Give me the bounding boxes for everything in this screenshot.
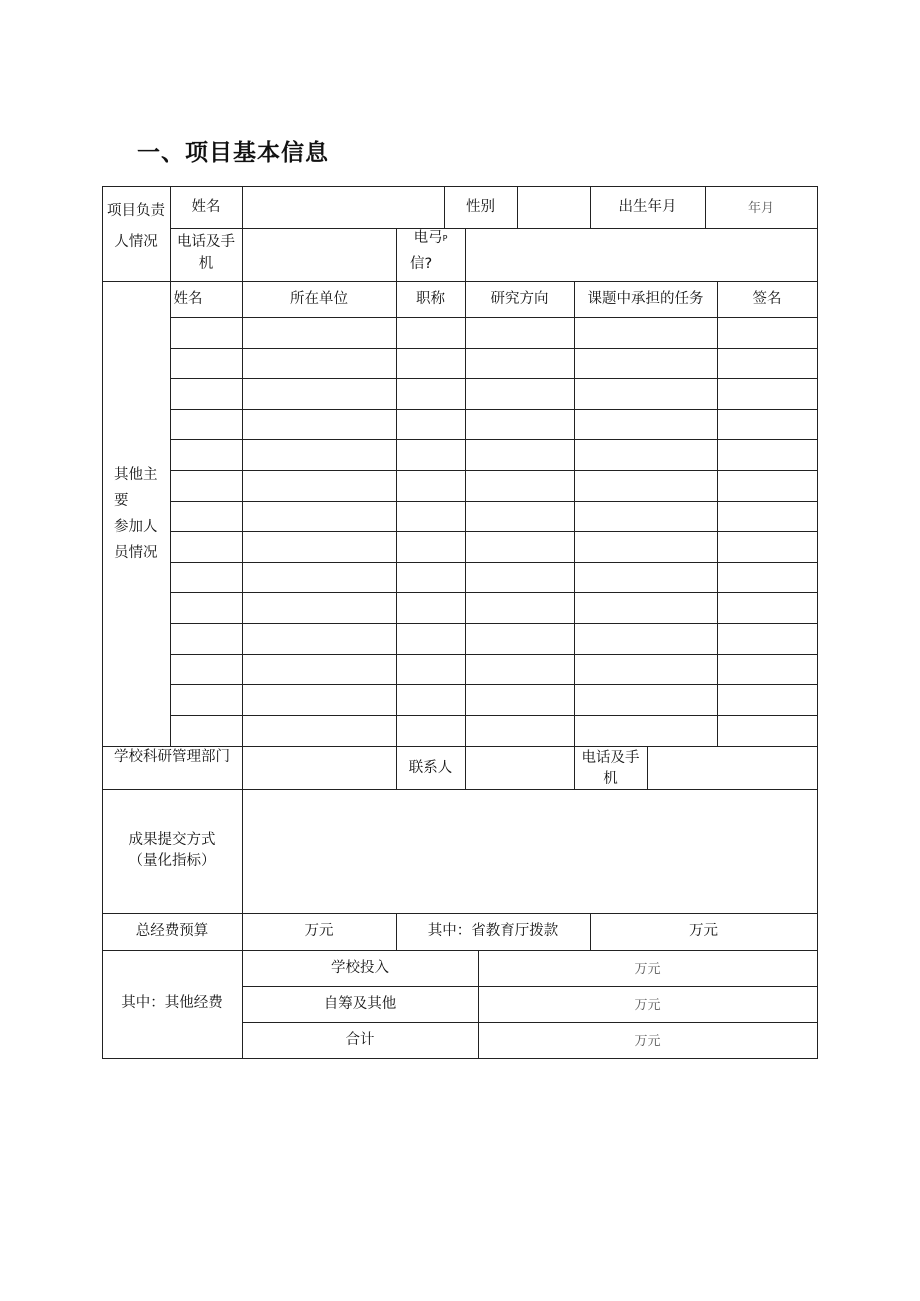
member-signature-cell[interactable] bbox=[718, 532, 817, 562]
other-funds-school-label: 学校投入 bbox=[331, 960, 389, 976]
other-funds-label: 其中：其他经费 bbox=[121, 995, 223, 1011]
members-header-research: 研究方向 bbox=[490, 291, 549, 307]
member-name-cell[interactable] bbox=[171, 655, 242, 684]
leader-name-label: 姓名 bbox=[191, 199, 221, 215]
member-research-cell[interactable] bbox=[466, 532, 574, 562]
member-task-cell[interactable] bbox=[575, 318, 717, 348]
member-task-cell[interactable] bbox=[575, 685, 717, 715]
member-research-cell[interactable] bbox=[466, 502, 574, 531]
member-signature-cell[interactable] bbox=[718, 440, 817, 470]
other-funds-school-field[interactable]: 万元 bbox=[634, 962, 661, 977]
members-section-label-line2: 要 bbox=[114, 493, 129, 509]
member-name-cell[interactable] bbox=[171, 563, 242, 592]
member-signature-cell[interactable] bbox=[718, 349, 817, 378]
dept-phone-label-line1: 电话及手 bbox=[581, 750, 640, 766]
member-research-cell[interactable] bbox=[466, 379, 574, 409]
member-unit-cell[interactable] bbox=[243, 349, 396, 378]
dept-phone-field[interactable] bbox=[647, 752, 817, 786]
member-research-cell[interactable] bbox=[466, 593, 574, 623]
member-unit-cell[interactable] bbox=[243, 593, 396, 623]
member-signature-cell[interactable] bbox=[718, 471, 817, 501]
leader-email-label-sup: P bbox=[442, 234, 448, 243]
member-name-cell[interactable] bbox=[171, 624, 242, 654]
leader-birth-field[interactable]: 年月 bbox=[747, 201, 774, 216]
member-research-cell[interactable] bbox=[466, 655, 574, 684]
leader-gender-field[interactable] bbox=[517, 196, 590, 220]
project-info-form bbox=[102, 186, 817, 1059]
member-title-cell[interactable] bbox=[397, 379, 465, 409]
member-title-cell[interactable] bbox=[397, 532, 465, 562]
members-header-signature: 签名 bbox=[752, 291, 782, 307]
member-name-cell[interactable] bbox=[171, 532, 242, 562]
budget-provincial-field[interactable]: 万元 bbox=[689, 923, 718, 939]
members-section-label-line1: 其他主 bbox=[114, 467, 158, 483]
leader-gender-label: 性别 bbox=[466, 199, 495, 215]
member-unit-cell[interactable] bbox=[243, 563, 396, 592]
other-funds-total-label: 合计 bbox=[345, 1032, 375, 1048]
leader-birth-label: 出生年月 bbox=[618, 199, 677, 215]
member-title-cell[interactable] bbox=[397, 563, 465, 592]
member-name-cell[interactable] bbox=[171, 440, 242, 470]
member-research-cell[interactable] bbox=[466, 716, 574, 745]
leader-email-label-line2: 信? bbox=[410, 256, 433, 272]
member-name-cell[interactable] bbox=[171, 318, 242, 348]
dept-contact-label: 联系人 bbox=[408, 760, 453, 776]
member-research-cell[interactable] bbox=[466, 471, 574, 501]
member-research-cell[interactable] bbox=[466, 318, 574, 348]
grid-line-h bbox=[242, 986, 818, 987]
member-unit-cell[interactable] bbox=[243, 410, 396, 439]
member-signature-cell[interactable] bbox=[718, 563, 817, 592]
leader-phone-label-line1: 电话及手 bbox=[177, 234, 235, 250]
grid-line-h bbox=[102, 281, 818, 282]
budget-total-field[interactable]: 万元 bbox=[304, 923, 334, 939]
member-title-cell[interactable] bbox=[397, 502, 465, 531]
member-name-cell[interactable] bbox=[171, 471, 242, 501]
members-header-task: 课题中承担的任务 bbox=[587, 291, 704, 307]
member-signature-cell[interactable] bbox=[718, 410, 817, 439]
members-header-title: 职称 bbox=[416, 291, 445, 307]
member-research-cell[interactable] bbox=[466, 349, 574, 378]
member-signature-cell[interactable] bbox=[718, 685, 817, 715]
grid-line-h bbox=[102, 913, 818, 914]
other-funds-self-label: 自筹及其他 bbox=[323, 996, 397, 1012]
member-signature-cell[interactable] bbox=[718, 624, 817, 654]
member-task-cell[interactable] bbox=[575, 410, 717, 439]
dept-contact-field[interactable] bbox=[465, 752, 574, 786]
leader-email-label-line1: 电弓 bbox=[413, 230, 443, 246]
member-unit-cell[interactable] bbox=[243, 440, 396, 470]
member-title-cell[interactable] bbox=[397, 593, 465, 623]
budget-total-label: 总经费预算 bbox=[135, 923, 209, 939]
dept-phone-label bbox=[574, 749, 647, 789]
results-label bbox=[102, 831, 242, 871]
grid-line-h bbox=[102, 950, 818, 951]
member-task-cell[interactable] bbox=[575, 624, 717, 654]
member-unit-cell[interactable] bbox=[243, 318, 396, 348]
leader-section-label bbox=[102, 202, 170, 252]
member-title-cell[interactable] bbox=[397, 685, 465, 715]
member-name-cell[interactable] bbox=[171, 379, 242, 409]
member-task-cell[interactable] bbox=[575, 502, 717, 531]
members-header-unit: 所在单位 bbox=[290, 291, 348, 307]
members-header-name: 姓名 bbox=[173, 291, 203, 307]
member-signature-cell[interactable] bbox=[718, 318, 817, 348]
member-unit-cell[interactable] bbox=[243, 471, 396, 501]
member-task-cell[interactable] bbox=[575, 471, 717, 501]
member-name-cell[interactable] bbox=[171, 593, 242, 623]
member-unit-cell[interactable] bbox=[243, 379, 396, 409]
member-name-cell[interactable] bbox=[171, 349, 242, 378]
member-title-cell[interactable] bbox=[397, 655, 465, 684]
member-signature-cell[interactable] bbox=[718, 502, 817, 531]
member-unit-cell[interactable] bbox=[243, 716, 396, 745]
member-title-cell[interactable] bbox=[397, 624, 465, 654]
member-task-cell[interactable] bbox=[575, 349, 717, 378]
member-task-cell[interactable] bbox=[575, 379, 717, 409]
leader-section-label-line2: 人情况 bbox=[114, 234, 158, 250]
member-title-cell[interactable] bbox=[397, 440, 465, 470]
member-name-cell[interactable] bbox=[171, 410, 242, 439]
member-title-cell[interactable] bbox=[397, 349, 465, 378]
member-task-cell[interactable] bbox=[575, 593, 717, 623]
member-signature-cell[interactable] bbox=[718, 716, 817, 745]
member-signature-cell[interactable] bbox=[718, 655, 817, 684]
member-research-cell[interactable] bbox=[466, 624, 574, 654]
member-research-cell[interactable] bbox=[466, 440, 574, 470]
member-task-cell[interactable] bbox=[575, 716, 717, 745]
members-section-label bbox=[114, 466, 170, 563]
members-section-label-line4: 员情况 bbox=[114, 545, 158, 561]
member-title-cell[interactable] bbox=[397, 318, 465, 348]
leader-name-field[interactable] bbox=[242, 196, 444, 220]
member-name-cell[interactable] bbox=[171, 716, 242, 745]
grid-line-h bbox=[242, 1022, 818, 1023]
member-name-cell[interactable] bbox=[171, 502, 242, 531]
leader-phone-label bbox=[170, 233, 242, 274]
member-task-cell[interactable] bbox=[575, 655, 717, 684]
dept-phone-label-line2: 机 bbox=[603, 771, 618, 787]
dept-label: 学校科研管理部门 bbox=[114, 749, 230, 765]
other-funds-self-field[interactable]: 万元 bbox=[634, 998, 661, 1013]
member-task-cell[interactable] bbox=[575, 532, 717, 562]
leader-phone-label-line2: 机 bbox=[198, 256, 214, 272]
grid-line-h bbox=[102, 1058, 818, 1059]
leader-phone-field[interactable] bbox=[242, 238, 396, 278]
other-funds-total-field[interactable]: 万元 bbox=[634, 1034, 661, 1049]
member-task-cell[interactable] bbox=[575, 440, 717, 470]
results-field[interactable] bbox=[242, 792, 817, 910]
member-research-cell[interactable] bbox=[466, 685, 574, 715]
results-label-line2: （量化指标） bbox=[128, 853, 216, 869]
member-research-cell[interactable] bbox=[466, 410, 574, 439]
member-unit-cell[interactable] bbox=[243, 655, 396, 684]
results-label-line1: 成果提交方式 bbox=[128, 832, 216, 848]
member-title-cell[interactable] bbox=[397, 410, 465, 439]
member-name-cell[interactable] bbox=[171, 685, 242, 715]
member-signature-cell[interactable] bbox=[718, 593, 817, 623]
leader-section-label-line1: 项目负责 bbox=[107, 203, 165, 219]
member-unit-cell[interactable] bbox=[243, 624, 396, 654]
budget-provincial-label: 其中：省教育厅拨款 bbox=[427, 923, 559, 939]
member-signature-cell[interactable] bbox=[718, 379, 817, 409]
page-title: 一、项目基本信息 bbox=[137, 140, 329, 166]
members-section-label-line3: 参加人 bbox=[114, 519, 158, 535]
leader-email-label bbox=[396, 229, 465, 274]
grid-line-h bbox=[102, 746, 818, 747]
member-title-cell[interactable] bbox=[397, 716, 465, 745]
grid-line-h bbox=[102, 186, 818, 187]
member-unit-cell[interactable] bbox=[243, 532, 396, 562]
member-unit-cell[interactable] bbox=[243, 685, 396, 715]
grid-line-h bbox=[170, 228, 818, 229]
leader-email-field[interactable] bbox=[465, 236, 817, 276]
member-unit-cell[interactable] bbox=[243, 502, 396, 531]
member-research-cell[interactable] bbox=[466, 563, 574, 592]
grid-line-h bbox=[102, 789, 818, 790]
member-task-cell[interactable] bbox=[575, 563, 717, 592]
dept-field[interactable] bbox=[242, 752, 396, 786]
member-title-cell[interactable] bbox=[397, 471, 465, 501]
